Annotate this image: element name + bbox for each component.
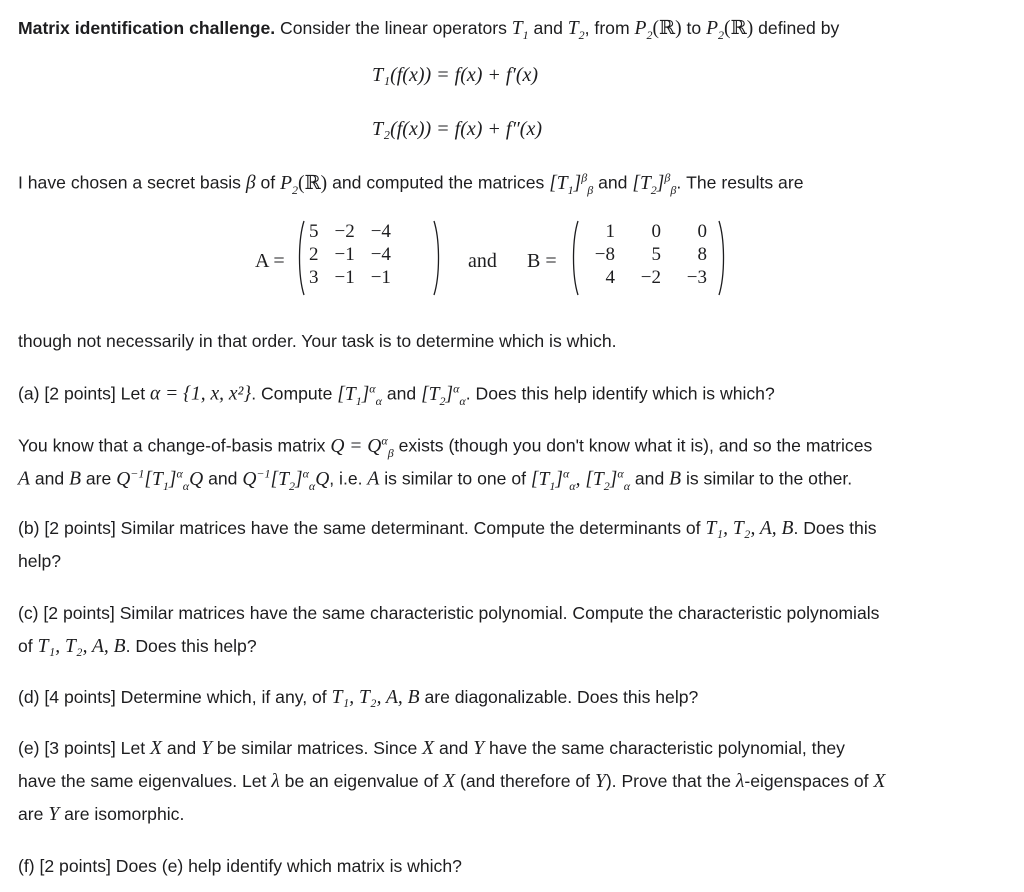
problem-title: Matrix identification challenge. [18, 18, 276, 38]
matrices-and: and [468, 250, 497, 272]
matrix-b-right-paren [718, 220, 726, 296]
matrix-b-label: B = [527, 250, 557, 272]
part-e-line-2: have the same eigenvalues. Let λ be an eigenvalue of X (and therefore of Y). Prove that the λ-eigenspaces of X [18, 771, 886, 792]
part-d: (d) [4 points] Determine which, if any, of T₁, T₂, A, B are diagonalizable. Does this help? [18, 687, 699, 708]
part-c-line-1: (c) [2 points] Similar matrices have the same characteristic polynomial. Compute the characteristic polynomials [18, 603, 880, 623]
part-e-line-1: (e) [3 points] Let X and Y be similar matrices. Since X and Y have the same characteristic polynomial, they [18, 738, 845, 759]
part-e-line-3: are Y are isomorphic. [18, 804, 185, 825]
though-line: though not necessarily in that order. Your task is to determine which is which. [18, 331, 617, 351]
matrix-a: 5 −2 −4 2 −1 −4 3 −1 −1 [309, 221, 391, 288]
matrix-b: 1 0 0 −8 5 8 4 −2 −3 [594, 221, 707, 288]
matrix-a-right-paren [433, 220, 441, 296]
intro-line: Matrix identification challenge. Consider the linear operators $T_1$ and $T_2$, from $P_2(ℝ)$ to $P_2(ℝ)$ defined by [18, 18, 840, 42]
equation-t1: T₁(f(x)) = f(x) + f′(x) [372, 64, 539, 86]
part-b-line-2: help? [18, 551, 62, 571]
part-b-line-1: (b) [2 points] Similar matrices have the same determinant. Compute the determinants of T₁, T₂, A, B. Does this [18, 518, 877, 539]
part-a: (a) [2 points] Let α = {1, x, x²}. Compute $[T_1]^\alpha_\alpha$ and $[T_2]^\alpha_\alpha$. Does this help identify which is which? [18, 381, 775, 408]
part-c-line-2: of T₁, T₂, A, B. Does this help? [18, 636, 257, 657]
matrix-a-label: A = [255, 250, 285, 272]
know-line-1: You know that a change-of-basis matrix $Q = Q^\alpha_\beta$ exists (though you don't know what it is), and so the matrices [18, 433, 873, 460]
secret-basis-line: I have chosen a secret basis β of $P_2(ℝ)$ and computed the matrices $[T_1]^\beta_\beta$ and $[T_2]^\beta_\beta$. The results are [18, 170, 804, 197]
know-line-2: A and B are $Q^{-1}[T_1]^\alpha_\alpha Q$ and $Q^{-1}[T_2]^\alpha_\alpha Q$, i.e. A is similar to one of $[T_1]^\alpha_\alpha$, $[T_2]^\alpha_\alpha$ and B is similar to the other. [18, 466, 853, 493]
part-f: (f) [2 points] Does (e) help identify which matrix is which? [18, 856, 462, 876]
equation-t2: T₂(f(x)) = f(x) + f″(x) [372, 118, 542, 140]
